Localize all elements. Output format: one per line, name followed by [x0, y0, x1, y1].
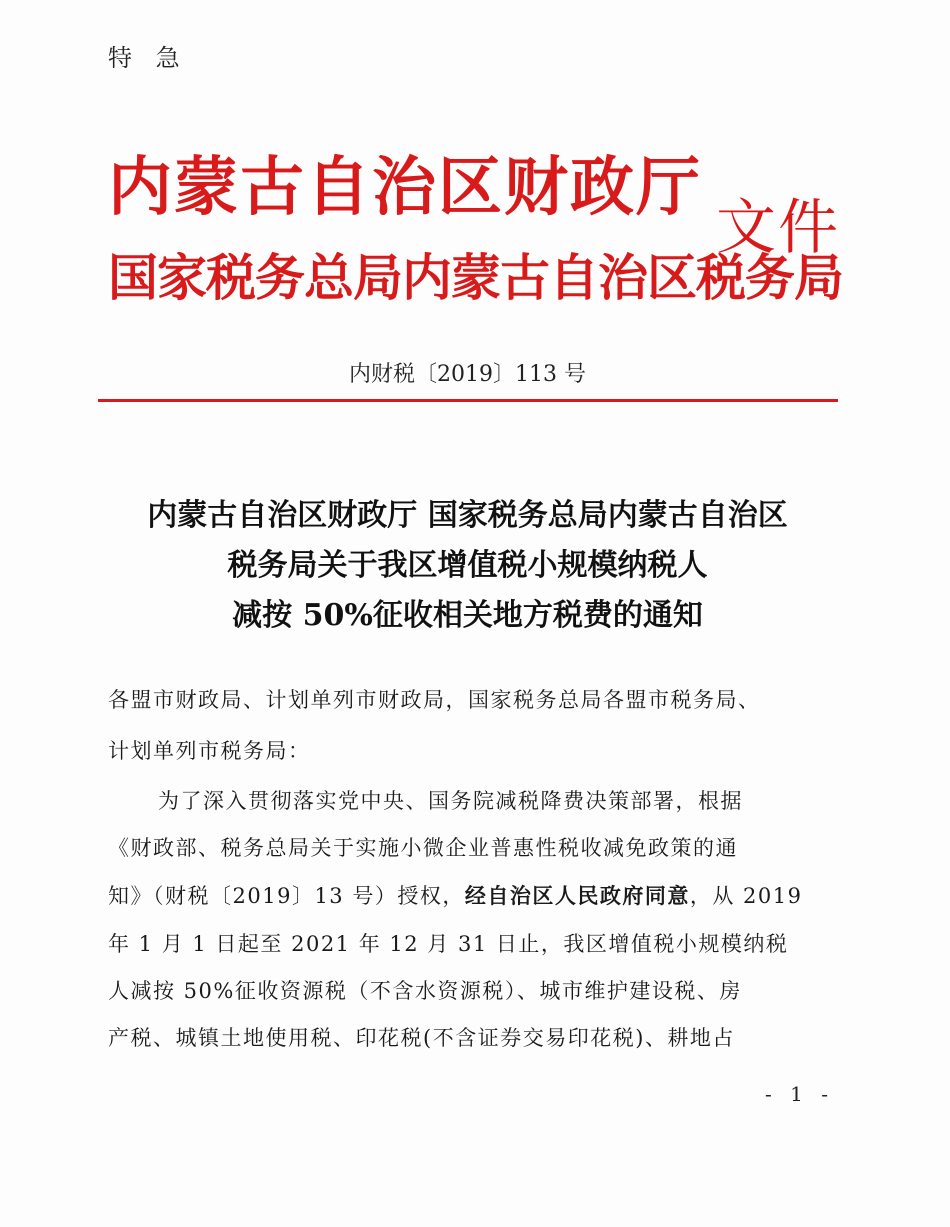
- paragraph-emphasis: 经自治区人民政府同意: [464, 883, 690, 908]
- paragraph-text: ，从 2019: [689, 884, 803, 908]
- paragraph-line: 年 1 月 1 日起至 2021 年 12 月 31 日止，我区增值税小规模纳税: [108, 932, 789, 956]
- issuer-name-tax-bureau: 国家税务总局内蒙古自治区税务局: [108, 248, 843, 307]
- paragraph-line: 产税、城镇土地使用税、印花税(不含证券交易印花税)、耕地占: [108, 1026, 735, 1050]
- document-title-line-1: 内蒙古自治区财政厅 国家税务总局内蒙古自治区: [147, 498, 788, 533]
- paragraph-line: 为了深入贯彻落实党中央、国务院减税降费决策部署，根据: [158, 789, 743, 813]
- document-title-line-2: 税务局关于我区增值税小规模纳税人: [227, 548, 708, 583]
- document-number: 内财税〔2019〕113 号: [349, 362, 586, 387]
- paragraph-line: [108, 880, 802, 910]
- document-title-line-3: 减按 50%征收相关地方税费的通知: [232, 598, 703, 633]
- page-number: - 1 -: [765, 1082, 834, 1106]
- urgency-label: 特 急: [108, 44, 188, 72]
- paragraph-line: 《财政部、税务总局关于实施小微企业普惠性税收减免政策的通: [108, 836, 738, 860]
- addressee-line-2: 计划单列市税务局：: [108, 739, 311, 763]
- addressee-line-1: 各盟市财政局、计划单列市财政局，国家税务总局各盟市税务局、: [108, 688, 761, 712]
- paragraph-line: 人减按 50%征收资源税（不含水资源税）、城市维护建设税、房: [108, 979, 742, 1003]
- issuer-name-finance-department: 内蒙古自治区财政厅: [108, 150, 702, 225]
- header-divider: [98, 399, 838, 402]
- document-type-label: 文件: [716, 193, 840, 263]
- paragraph-text: 知》（财税〔2019〕13 号）授权，: [108, 884, 465, 908]
